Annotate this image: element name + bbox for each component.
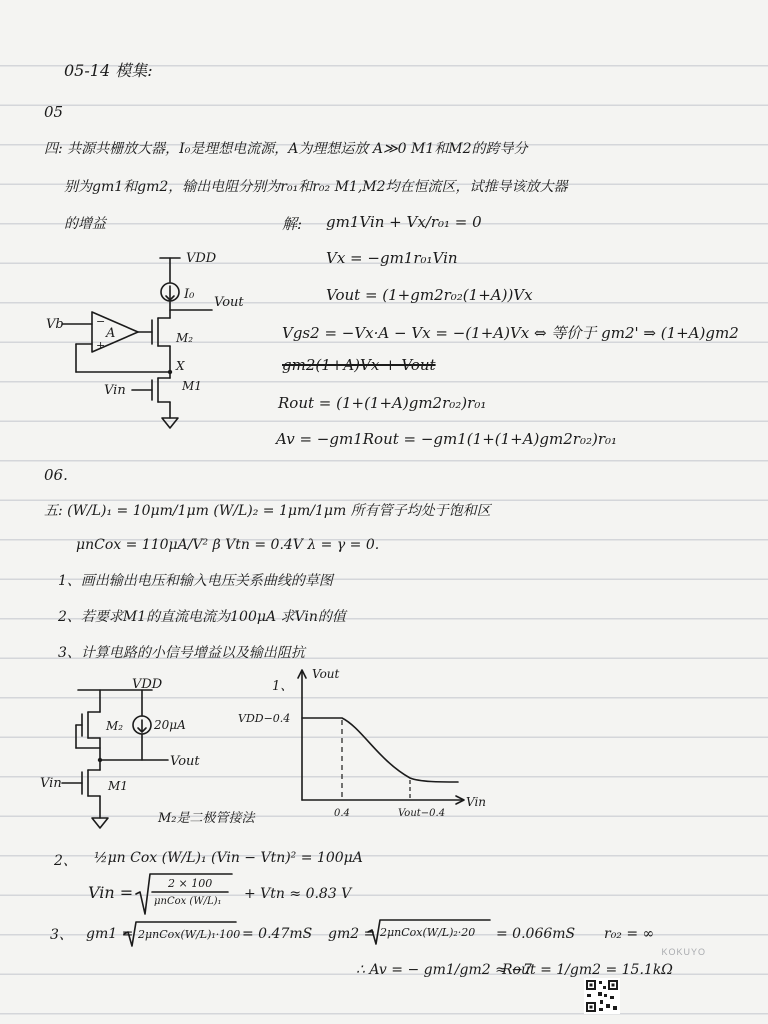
a2-vin-lhs: Vin =: [88, 883, 134, 902]
p05-m2-label: M₂: [176, 331, 194, 345]
graph-index: 1、: [272, 679, 294, 694]
p05-eq-7: Av = −gm1Rout = −gm1(1+(1+A)gm2r₀₂)r₀₁: [276, 430, 618, 448]
p05-eq-2: Vx = −gm1r₀₁Vin: [326, 249, 458, 267]
svg-text:−: −: [96, 315, 106, 328]
p05-node-x-label: X: [176, 359, 185, 373]
p06-vdd-label: VDD: [132, 677, 163, 692]
p06-vout-label: Vout: [170, 754, 200, 769]
p05-eq-3: Vout = (1+gm2r₀₂(1+A))Vx: [326, 286, 533, 304]
p05-vdd-label: VDD: [186, 251, 217, 266]
p05-question-line-2: 别为gm1和gm2，输出电阻分别为r₀₁和r₀₂ M1,M2均在恒流区，试推导该放大器: [64, 179, 568, 195]
p05-eq-6: Rout = (1+(1+A)gm2r₀₂)r₀₁: [278, 394, 487, 412]
p05-eq-1: gm1Vin + Vx/r₀₁ = 0: [326, 213, 482, 231]
a2-denominator: μnCox (W/L)₁: [154, 896, 222, 907]
a2-index: 2、: [54, 853, 77, 869]
p06-task-3: 3、计算电路的小信号增益以及输出阻抗: [58, 645, 305, 661]
graph-y-tick: VDD−0.4: [238, 712, 291, 725]
a3-gm1-value: = 0.47mS: [242, 926, 313, 942]
p05-vin-label: Vin: [104, 383, 126, 398]
p05-vb-label: Vb: [46, 317, 64, 332]
a2-eq-1: ½μn Cox (W/L)₁ (Vin − Vtn)² = 100μA: [94, 850, 363, 866]
a3-gm2-value: = 0.066mS: [496, 926, 576, 942]
p06-diode-note: M₂是二极管接法: [158, 811, 255, 826]
a2-vin-rhs: + Vtn ≈ 0.83 V: [244, 886, 352, 902]
p05-vout-label: Vout: [214, 295, 244, 310]
a3-index: 3、: [50, 927, 73, 943]
a3-rout: Rout = 1/gm2 = 15.1kΩ: [502, 962, 673, 978]
a3-gm1-lhs: gm1 =: [86, 926, 134, 942]
section-label-05: 05: [44, 103, 64, 121]
p05-solution-label: 解:: [282, 215, 303, 233]
p06-vin-label: Vin: [40, 776, 62, 791]
p06-task-1: 1、画出输出电压和输入电压关系曲线的草图: [58, 573, 333, 589]
p06-question-line-1: 五: (W/L)₁ = 10μm/1μm (W/L)₂ = 1μm/1μm 所有管子均处于饱和区: [44, 503, 491, 519]
p06-task-2: 2、若要求M1的直流电流为100μA 求Vin的值: [58, 609, 346, 625]
p05-m1-label: M1: [182, 379, 202, 393]
graph-x-tick-1: 0.4: [334, 808, 350, 819]
page-title: 05-14 模集:: [64, 61, 153, 80]
p06-isrc-label: 20μA: [154, 718, 186, 732]
p05-amp-label: A: [106, 326, 116, 341]
section-label-06: 06.: [44, 466, 68, 484]
a3-gm2-radicand: 2μnCox(W/L)₂·20: [380, 926, 476, 939]
graph-xlabel: Vin: [466, 795, 487, 809]
a3-gm2-lhs: gm2 =: [328, 926, 376, 942]
a3-ro2: r₀₂ = ∞: [604, 926, 655, 942]
graph-ylabel: Vout: [312, 667, 340, 681]
p05-eq-5-crossed: gm2(1+A)Vx + Vout: [282, 356, 436, 374]
a2-numerator: 2 × 100: [168, 877, 213, 890]
svg-text:+: +: [96, 339, 106, 352]
p06-question-line-2: μnCox = 110μA/V² β Vtn = 0.4V λ = γ = 0.: [76, 537, 380, 553]
p05-io-label: I₀: [184, 287, 195, 302]
p06-m1-label: M1: [108, 779, 128, 793]
a3-gm1-radicand: 2μnCox(W/L)₁·100: [138, 928, 241, 941]
brand-logo: KOKUYO: [661, 947, 706, 957]
qr-code-icon: [584, 978, 620, 1014]
a3-av: ∴ Av = − gm1/gm2 ≈ −7: [356, 962, 532, 978]
p05-eq-4: Vgs2 = −Vx·A − Vx = −(1+A)Vx ⇔ 等价于 gm2' ⇒ (1+A)gm2: [282, 324, 739, 342]
p05-question-line-3: 的增益: [64, 216, 106, 232]
graph-x-tick-2: Vout−0.4: [398, 808, 446, 819]
p05-question-line-1: 四: 共源共栅放大器，I₀是理想电流源，A为理想运放 A≫0 M1和M2的跨导分: [44, 141, 528, 157]
p06-m2-label: M₂: [106, 719, 124, 733]
